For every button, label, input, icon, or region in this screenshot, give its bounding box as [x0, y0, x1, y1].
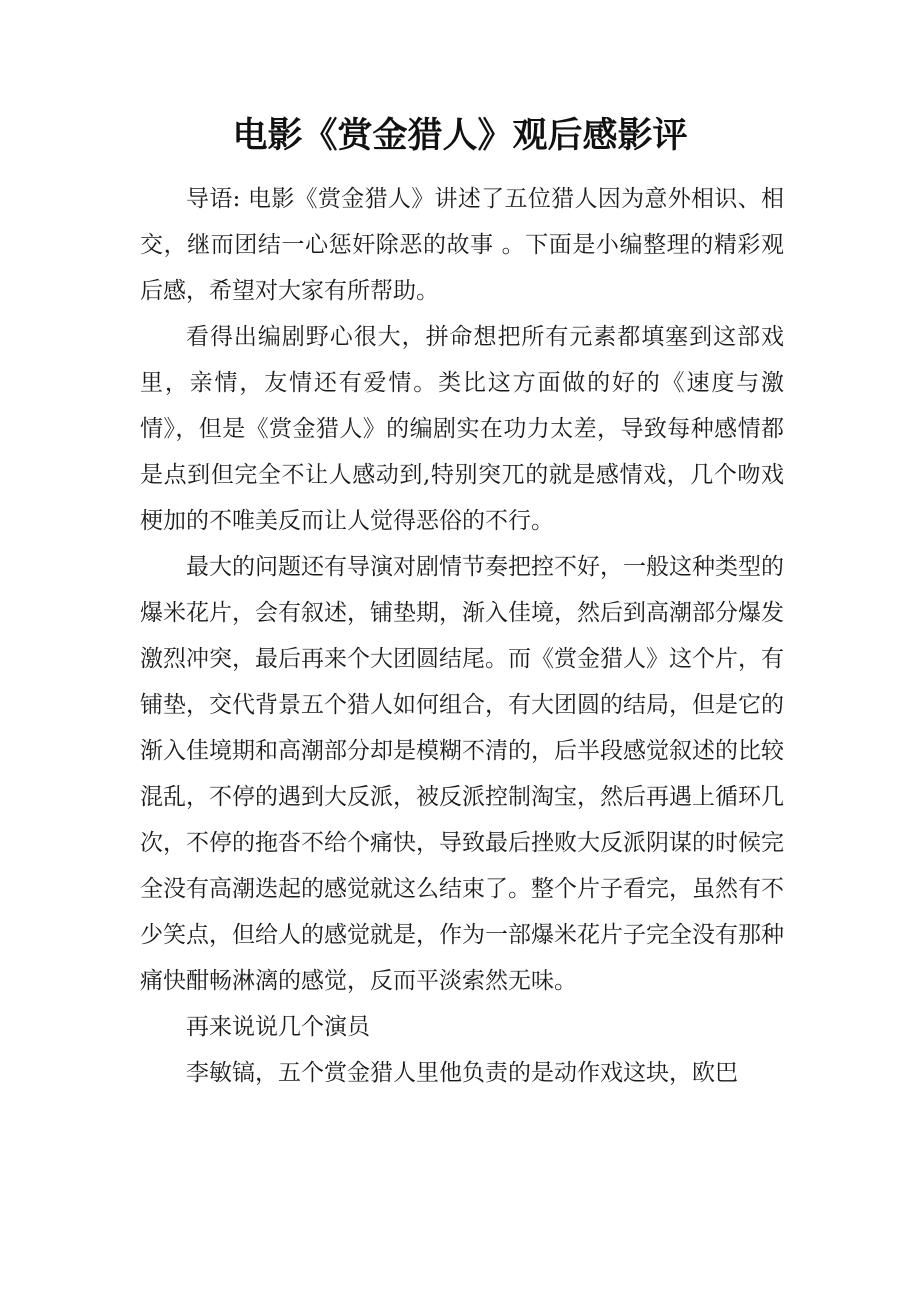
- document-title: 电影《赏金猎人》观后感影评: [232, 115, 688, 156]
- paragraph-actors-heading: 再来说说几个演员: [186, 1014, 370, 1040]
- paragraph-pacing: 最大的问题还有导演对剧情节奏把控不好，一般这种类型的爆米花片，会有叙述，铺垫期，渐入佳境，然后到高潮部分爆发激烈冲突，最后再来个大团圆结尾。而《赏金猎人》这个片，有铺垫，交代背景五个猎人如何组合，有大团圆的结局，但是它的渐入佳境期和高潮部分却是模糊不清的，后半段感觉叙述的比较混乱，不停的遇到大反派，被反派控制淘宝，然后再遇上循环几次，不停的拖沓不给个痛快，导致最后挫败大反派阴谋的时候完全没有高潮迭起的感觉就这么结束了。整个片子看完，虽然有不少笑点，但给人的感觉就是，作为一部爆米花片子完全没有那种痛快酣畅淋漓的感觉，反而平淡索然无味。: [140, 554, 784, 994]
- paragraph-lee-min-ho: 李敏镐，五个赏金猎人里他负责的是动作戏这块，欧巴: [186, 1060, 738, 1086]
- document-body: [140, 176, 784, 1096]
- paragraph-screenplay: 看得出编剧野心很大，拼命想把所有元素都填塞到这部戏里，亲情，友情还有爱情。类比这方面做的好的《速度与激情》，但是《赏金猎人》的编剧实在功力太差，导致每种感情都是点到但完全不让人感动到,特别突兀的就是感情戏，几个吻戏梗加的不唯美反而让人觉得恶俗的不行。: [140, 324, 784, 534]
- paragraph-intro: 导语: 电影《赏金猎人》讲述了五位猎人因为意外相识、相交，继而团结一心惩奸除恶的故事 。下面是小编整理的精彩观后感，希望对大家有所帮助。: [140, 186, 784, 304]
